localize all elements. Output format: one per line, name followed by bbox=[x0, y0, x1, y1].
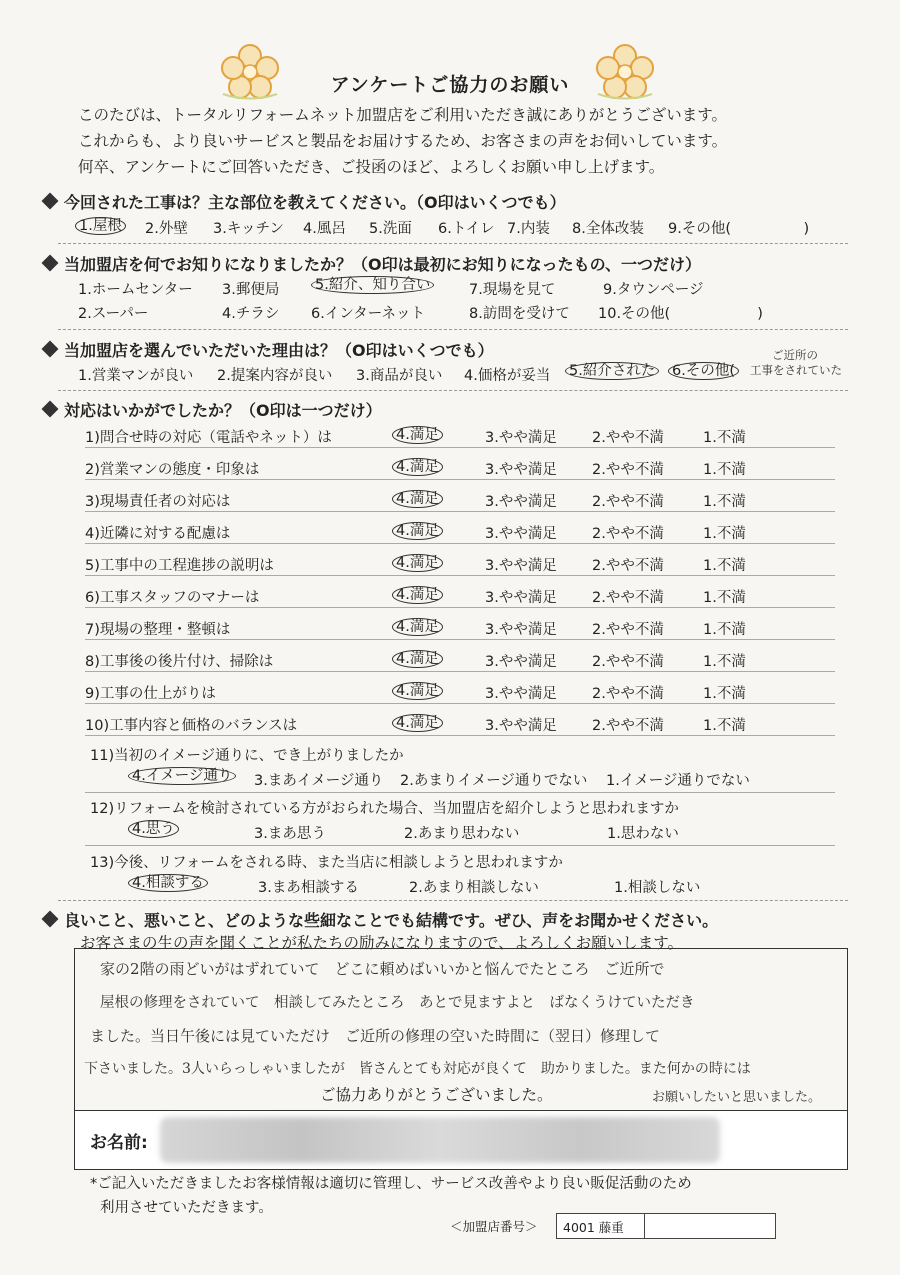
q13-option-2[interactable]: 2.あまり相談しない bbox=[409, 880, 539, 896]
selected-mark: 4.満足 bbox=[392, 458, 443, 476]
satisfaction-row bbox=[85, 486, 775, 512]
q2-title: 当加盟店を何でお知りになりましたか？（O印は最初にお知りになったもの、一つだけ） bbox=[44, 252, 701, 275]
satisfaction-option-1[interactable]: 1.不満 bbox=[703, 462, 746, 478]
q3-handwritten-note-1: ご近所の bbox=[772, 348, 818, 362]
satisfaction-option-3[interactable]: 3.やや満足 bbox=[485, 558, 557, 574]
divider bbox=[85, 845, 835, 846]
satisfaction-option-2[interactable]: 2.やや不満 bbox=[592, 494, 664, 510]
shop-number-extra-box bbox=[644, 1213, 776, 1239]
satisfaction-row bbox=[85, 422, 775, 448]
satisfaction-row bbox=[85, 646, 775, 672]
q2-option-10[interactable]: 10.その他( ) bbox=[598, 306, 763, 322]
satisfaction-option-4[interactable] bbox=[392, 554, 443, 572]
satisfaction-row bbox=[85, 550, 775, 576]
satisfaction-option-2[interactable]: 2.やや不満 bbox=[592, 526, 664, 542]
row-divider bbox=[85, 639, 835, 640]
diamond-icon bbox=[42, 255, 59, 272]
q2-option-3[interactable]: 3.郵便局 bbox=[222, 282, 280, 298]
satisfaction-option-3[interactable]: 3.やや満足 bbox=[485, 718, 557, 734]
satisfaction-option-2[interactable]: 2.やや不満 bbox=[592, 654, 664, 670]
satisfaction-question: 9)工事の仕上がりは bbox=[85, 686, 216, 702]
row-divider bbox=[85, 479, 835, 480]
satisfaction-row bbox=[85, 710, 775, 736]
q11-option-4[interactable]: 4.イメージ通り bbox=[128, 767, 236, 785]
satisfaction-option-1[interactable]: 1.不満 bbox=[703, 718, 746, 734]
divider bbox=[58, 390, 848, 391]
comment-line-3: ました。当日午後には見ていただけ ご近所の修理の空いた時間に（翌日）修理して bbox=[90, 1027, 661, 1045]
q2-option-5[interactable]: 5.紹介、知り合い bbox=[311, 276, 434, 294]
row-divider bbox=[85, 735, 835, 736]
satisfaction-option-2[interactable]: 2.やや不満 bbox=[592, 558, 664, 574]
q1-option-2[interactable]: 2.外壁 bbox=[145, 221, 188, 237]
row-divider bbox=[85, 543, 835, 544]
shop-number-label: ＜加盟店番号＞ bbox=[450, 1219, 538, 1234]
satisfaction-option-2[interactable]: 2.やや不満 bbox=[592, 590, 664, 606]
selected-mark: 4.満足 bbox=[392, 522, 443, 540]
satisfaction-option-4[interactable] bbox=[392, 458, 443, 476]
q2-option-7[interactable]: 7.現場を見て bbox=[469, 282, 556, 298]
satisfaction-option-1[interactable]: 1.不満 bbox=[703, 526, 746, 542]
divider bbox=[58, 900, 848, 901]
satisfaction-option-4[interactable] bbox=[392, 522, 443, 540]
diamond-icon bbox=[42, 341, 59, 358]
satisfaction-option-4[interactable] bbox=[392, 650, 443, 668]
selected-mark: 4.満足 bbox=[392, 586, 443, 604]
q1-title: 今回された工事は？主な部位を教えてください。（O印はいくつでも） bbox=[44, 190, 566, 213]
q3-option-2[interactable]: 2.提案内容が良い bbox=[217, 368, 333, 384]
q1-option-6[interactable]: 6.トイレ bbox=[438, 221, 495, 237]
satisfaction-option-2[interactable]: 2.やや不満 bbox=[592, 430, 664, 446]
row-divider bbox=[85, 703, 835, 704]
row-divider bbox=[85, 511, 835, 512]
q3-option-3[interactable]: 3.商品が良い bbox=[356, 368, 443, 384]
q13-option-4[interactable]: 4.相談する bbox=[128, 874, 208, 892]
satisfaction-row bbox=[85, 582, 775, 608]
q12-option-3[interactable]: 3.まあ思う bbox=[254, 826, 326, 842]
q2-option-1[interactable]: 1.ホームセンター bbox=[78, 282, 193, 298]
satisfaction-option-4[interactable] bbox=[392, 682, 443, 700]
q1-option-7[interactable]: 7.内装 bbox=[507, 221, 550, 237]
satisfaction-option-4[interactable] bbox=[392, 426, 443, 444]
q1-option-8[interactable]: 8.全体改装 bbox=[572, 221, 644, 237]
intro-line-3: 何卒、アンケートにご回答いただき、ご投函のほど、よろしくお願い申し上げます。 bbox=[78, 158, 665, 176]
satisfaction-option-3[interactable]: 3.やや満足 bbox=[485, 686, 557, 702]
divider bbox=[85, 792, 835, 793]
satisfaction-option-3[interactable]: 3.やや満足 bbox=[485, 462, 557, 478]
satisfaction-question: 10)工事内容と価格のバランスは bbox=[85, 718, 298, 734]
satisfaction-option-3[interactable]: 3.やや満足 bbox=[485, 654, 557, 670]
diamond-icon bbox=[42, 401, 59, 418]
satisfaction-option-3[interactable]: 3.やや満足 bbox=[485, 590, 557, 606]
satisfaction-question: 1)問合せ時の対応（電話やネット）は bbox=[85, 430, 332, 446]
q4-title: 対応はいかがでしたか？（O印は一つだけ） bbox=[44, 398, 382, 421]
q1-option-1[interactable]: 1.屋根 bbox=[75, 217, 126, 235]
satisfaction-option-1[interactable]: 1.不満 bbox=[703, 654, 746, 670]
redacted-name bbox=[160, 1117, 720, 1163]
page-title: アンケートご協力のお願い bbox=[330, 74, 570, 96]
comment-line-2: 屋根の修理をされていて 相談してみたところ あとで見ますよと ばなくうけていただき bbox=[100, 995, 695, 1011]
q1-option-3[interactable]: 3.キッチン bbox=[213, 221, 284, 237]
divider bbox=[58, 329, 848, 330]
q12-option-1[interactable]: 1.思わない bbox=[607, 826, 679, 842]
row-divider bbox=[85, 671, 835, 672]
q13-option-1[interactable]: 1.相談しない bbox=[614, 880, 701, 896]
q3-handwritten-note-2: 工事をされていた bbox=[750, 363, 842, 377]
satisfaction-question: 8)工事後の後片付け、掃除は bbox=[85, 654, 274, 670]
satisfaction-option-3[interactable]: 3.やや満足 bbox=[485, 622, 557, 638]
q11-option-2[interactable]: 2.あまりイメージ通りでない bbox=[400, 773, 588, 789]
intro-line-1: このたびは、トータルリフォームネット加盟店をご利用いただき誠にありがとうございます。 bbox=[78, 106, 727, 124]
satisfaction-option-1[interactable]: 1.不満 bbox=[703, 430, 746, 446]
q3-option-1[interactable]: 1.営業マンが良い bbox=[78, 368, 194, 384]
satisfaction-question: 6)工事スタッフのマナーは bbox=[85, 590, 260, 606]
selected-mark: 4.満足 bbox=[392, 426, 443, 444]
selected-mark: 4.満足 bbox=[392, 618, 443, 636]
q11-option-3[interactable]: 3.まあイメージ通り bbox=[254, 773, 384, 789]
q2-option-2[interactable]: 2.スーパー bbox=[78, 306, 149, 322]
comment-line-4: 下さいました。3人いらっしゃいましたが 皆さんとても対応が良くて 助かりました。また何かの時には bbox=[84, 1061, 751, 1077]
q12-option-2[interactable]: 2.あまり思わない bbox=[404, 826, 520, 842]
satisfaction-row bbox=[85, 518, 775, 544]
satisfaction-option-2[interactable]: 2.やや不満 bbox=[592, 622, 664, 638]
name-label: お名前: bbox=[90, 1133, 148, 1153]
satisfaction-row bbox=[85, 454, 775, 480]
row-divider bbox=[85, 575, 835, 576]
satisfaction-option-3[interactable]: 3.やや満足 bbox=[485, 526, 557, 542]
satisfaction-option-1[interactable]: 1.不満 bbox=[703, 494, 746, 510]
privacy-note-1: *ご記入いただきましたお客様情報は適切に管理し、サービス改善やより良い販促活動のため bbox=[90, 1176, 692, 1192]
satisfaction-option-2[interactable]: 2.やや不満 bbox=[592, 462, 664, 478]
q1-option-9[interactable]: 9.その他( ) bbox=[668, 221, 810, 237]
satisfaction-option-4[interactable] bbox=[392, 490, 443, 508]
q3-option-4[interactable]: 4.価格が妥当 bbox=[464, 368, 551, 384]
satisfaction-option-4[interactable] bbox=[392, 618, 443, 636]
comment-prompt: 良いこと、悪いこと、どのような些細なことでも結構です。ぜひ、声をお聞かせください。 bbox=[44, 908, 718, 931]
satisfaction-option-4[interactable] bbox=[392, 586, 443, 604]
satisfaction-option-1[interactable]: 1.不満 bbox=[703, 686, 746, 702]
row-divider bbox=[85, 447, 835, 448]
satisfaction-row bbox=[85, 678, 775, 704]
q12-option-4[interactable]: 4.思う bbox=[128, 820, 179, 838]
privacy-note-2: 利用させていただきます。 bbox=[100, 1200, 273, 1216]
satisfaction-option-2[interactable]: 2.やや不満 bbox=[592, 686, 664, 702]
satisfaction-option-1[interactable]: 1.不満 bbox=[703, 558, 746, 574]
comment-prompt-2: お客さまの生の声を聞くことが私たちの励みになりますので、よろしくお願いします。 bbox=[80, 934, 683, 952]
selected-mark: 4.満足 bbox=[392, 490, 443, 508]
q3-option-5[interactable]: 5.紹介された bbox=[565, 362, 659, 380]
selected-mark: 4.満足 bbox=[392, 682, 443, 700]
satisfaction-question: 3)現場責任者の対応は bbox=[85, 494, 231, 510]
shop-number-value: 4001 藤重 bbox=[563, 1220, 624, 1235]
comment-line-1: 家の2階の雨どいがはずれていて どこに頼めばいいかと悩んでたところ ご近所で bbox=[100, 960, 665, 978]
satisfaction-option-1[interactable]: 1.不満 bbox=[703, 622, 746, 638]
q3-option-6[interactable]: 6.その他( bbox=[668, 362, 739, 380]
shop-number-box bbox=[556, 1213, 646, 1239]
q13-option-3[interactable]: 3.まあ相談する bbox=[258, 880, 359, 896]
diamond-icon bbox=[42, 193, 59, 210]
q3-title: 当加盟店を選んでいただいた理由は？（O印はいくつでも） bbox=[44, 338, 494, 361]
q12-title: 12)リフォームを検討されている方がおられた場合、当加盟店を紹介しようと思われますか bbox=[90, 801, 679, 817]
q2-option-9[interactable]: 9.タウンページ bbox=[603, 282, 704, 298]
selected-mark: 4.満足 bbox=[392, 650, 443, 668]
selected-mark: 4.満足 bbox=[392, 554, 443, 572]
diamond-icon bbox=[42, 911, 59, 928]
q13-title: 13)今後、リフォームをされる時、また当店に相談しようと思われますか bbox=[90, 855, 563, 871]
row-divider bbox=[85, 607, 835, 608]
q11-title: 11)当初のイメージ通りに、でき上がりましたか bbox=[90, 748, 404, 764]
satisfaction-question: 2)営業マンの態度・印象は bbox=[85, 462, 260, 478]
q11-option-1[interactable]: 1.イメージ通りでない bbox=[606, 773, 750, 789]
q1-option-5[interactable]: 5.洗面 bbox=[369, 221, 412, 237]
satisfaction-question: 7)現場の整理・整頓は bbox=[85, 622, 231, 638]
q2-option-4[interactable]: 4.チラシ bbox=[222, 306, 280, 322]
q2-option-6[interactable]: 6.インターネット bbox=[311, 306, 426, 322]
intro-line-2: これからも、より良いサービスと製品をお届けするため、お客さまの声をお伺いしています。 bbox=[78, 132, 728, 150]
q1-option-4[interactable]: 4.風呂 bbox=[303, 221, 346, 237]
comment-line-5: お願いしたいと思いました。 bbox=[652, 1090, 822, 1105]
satisfaction-option-3[interactable]: 3.やや満足 bbox=[485, 430, 557, 446]
satisfaction-row bbox=[85, 614, 775, 640]
divider bbox=[58, 243, 848, 244]
satisfaction-option-2[interactable]: 2.やや不満 bbox=[592, 718, 664, 734]
selected-mark: 4.満足 bbox=[392, 714, 443, 732]
satisfaction-question: 5)工事中の工程進捗の説明は bbox=[85, 558, 274, 574]
thanks-text: ご協力ありがとうございました。 bbox=[320, 1086, 553, 1104]
satisfaction-option-4[interactable] bbox=[392, 714, 443, 732]
satisfaction-question: 4)近隣に対する配慮は bbox=[85, 526, 231, 542]
satisfaction-option-3[interactable]: 3.やや満足 bbox=[485, 494, 557, 510]
satisfaction-option-1[interactable]: 1.不満 bbox=[703, 590, 746, 606]
q2-option-8[interactable]: 8.訪問を受けて bbox=[469, 306, 570, 322]
